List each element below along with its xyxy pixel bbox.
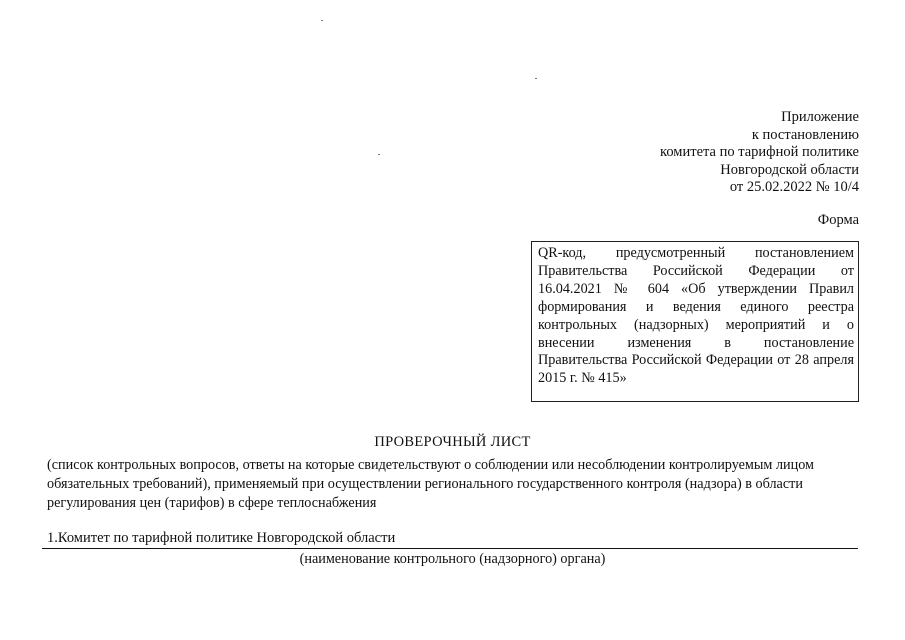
appendix-line-2: к постановлению	[751, 126, 859, 143]
appendix-block	[660, 109, 859, 197]
appendix-line-3: комитета по тарифной политике	[660, 144, 859, 161]
form-label: Форма	[817, 212, 859, 228]
control-body-caption: (наименование контрольного (надзорного) органа)	[299, 551, 606, 567]
appendix-line-1: Приложение	[781, 109, 859, 125]
fill-in-underline	[42, 548, 858, 549]
control-body-name: 1.Комитет по тарифной политике Новгородской области	[47, 530, 396, 546]
qr-code-description: QR-код, предусмотренный постановлением Правительства Российской Федерации от 16.04.2021 № 604 «Об утверждении Правил формирования и ведения единого реестра контрольных (надзорных) мероприятий и о внесении изменения в постановление Правительства Российской Федерации от 28 апреля 2015 г. № 415»	[538, 245, 854, 387]
scan-speck	[535, 78, 537, 79]
document-subtitle: (список контрольных вопросов, ответы на которые свидетельствуют о соблюдении или несоблюдении контролируемым лицом обязательных требований), применяемый при осуществлении регионального государственного контроля (надзора) в области регулирования цен (тарифов) в сфере теплоснабжения	[47, 457, 815, 511]
document-title: ПРОВЕРОЧНЫЙ ЛИСТ	[374, 434, 531, 450]
appendix-line-5: от 25.02.2022 № 10/4	[729, 179, 859, 196]
qr-code-box	[531, 241, 859, 402]
appendix-line-4: Новгородской области	[720, 161, 859, 178]
scan-speck	[378, 154, 380, 155]
scan-speck	[321, 20, 323, 21]
